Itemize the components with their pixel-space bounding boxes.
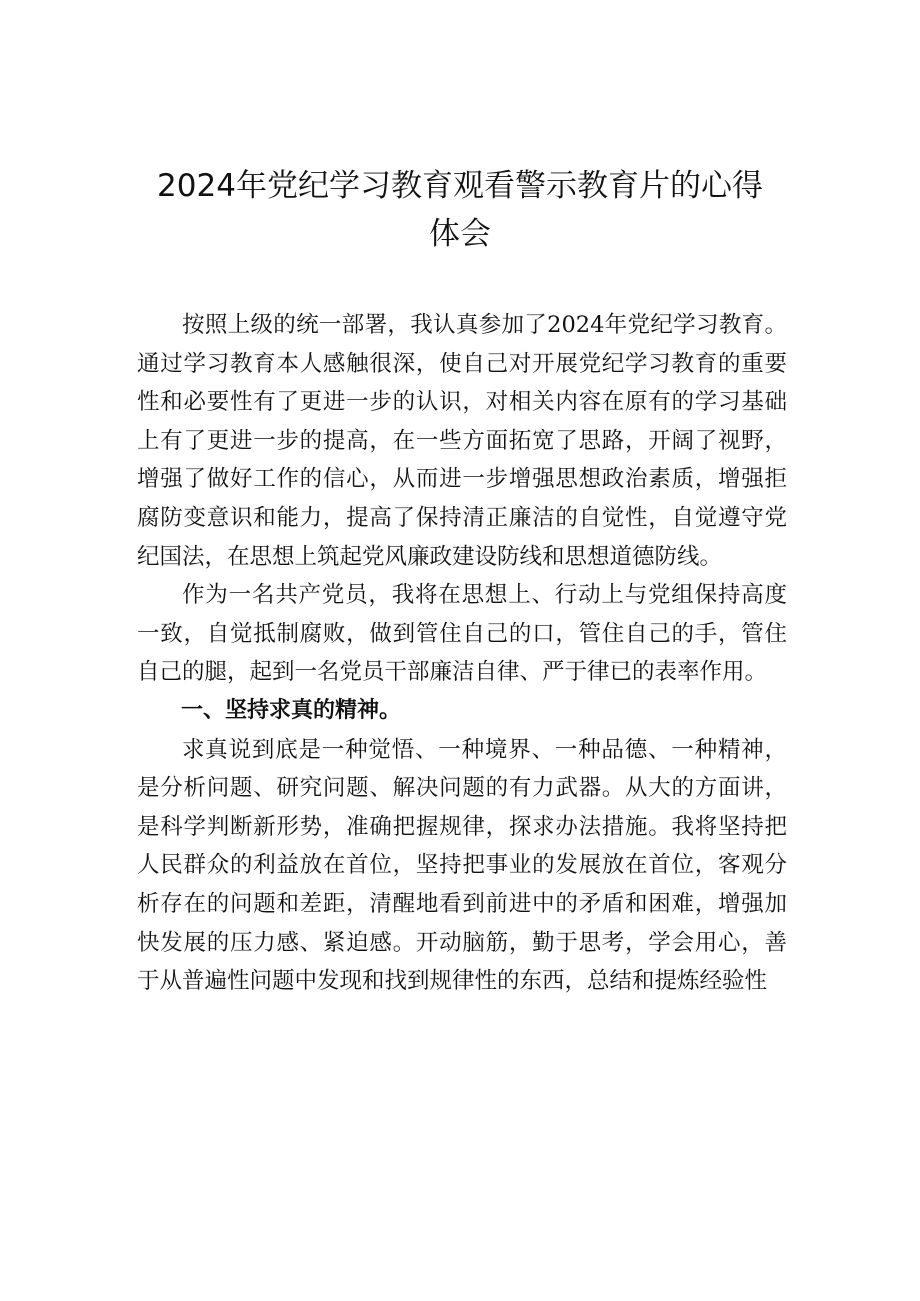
document-body <box>137 306 787 1001</box>
section-paragraph: 求真说到底是一种觉悟、一种境界、一种品德、一种精神，是分析问题、研究问题、解决问题的有力武器。从大的方面讲，是科学判断新形势，准确把握规律，探求办法措施。我将坚持把人民群众的利益放在首位，坚持把事业的发展放在首位，客观分析存在的问题和差距，清醒地看到前进中的矛盾和困难，增强加快发展的压力感、紧迫感。开动脑筋，勤于思考，学会用心，善于从普遍性问题中发现和找到规律性的东西，总结和提炼经验性 <box>137 736 787 995</box>
paragraph-1: 按照上级的统一部署，我认真参加了2024年党纪学习教育。通过学习教育本人感触很深，使自己对开展党纪学习教育的重要性和必要性有了更进一步的认识，对相关内容在原有的学习基础上有了更进一步的提高，在一些方面拓宽了思路，开阔了视野，增强了做好工作的信心，从而进一步增强思想政治素质，增强拒腐防变意识和能力，提高了保持清正廉洁的自觉性，自觉遵守党纪国法，在思想上筑起党风廉政建设防线和思想道德防线。 <box>137 312 787 570</box>
document-title: 2024年党纪学习教育观看警示教育片的心得体会 <box>157 168 763 252</box>
paragraph-2: 作为一名共产党员，我将在思想上、行动上与党组保持高度一致，自觉抵制腐败，做到管住自己的口，管住自己的手，管住自己的腿，起到一名党员干部廉洁自律、严于律已的表率作用。 <box>137 582 787 686</box>
section-heading: 一、坚持求真的精神。 <box>181 697 402 723</box>
